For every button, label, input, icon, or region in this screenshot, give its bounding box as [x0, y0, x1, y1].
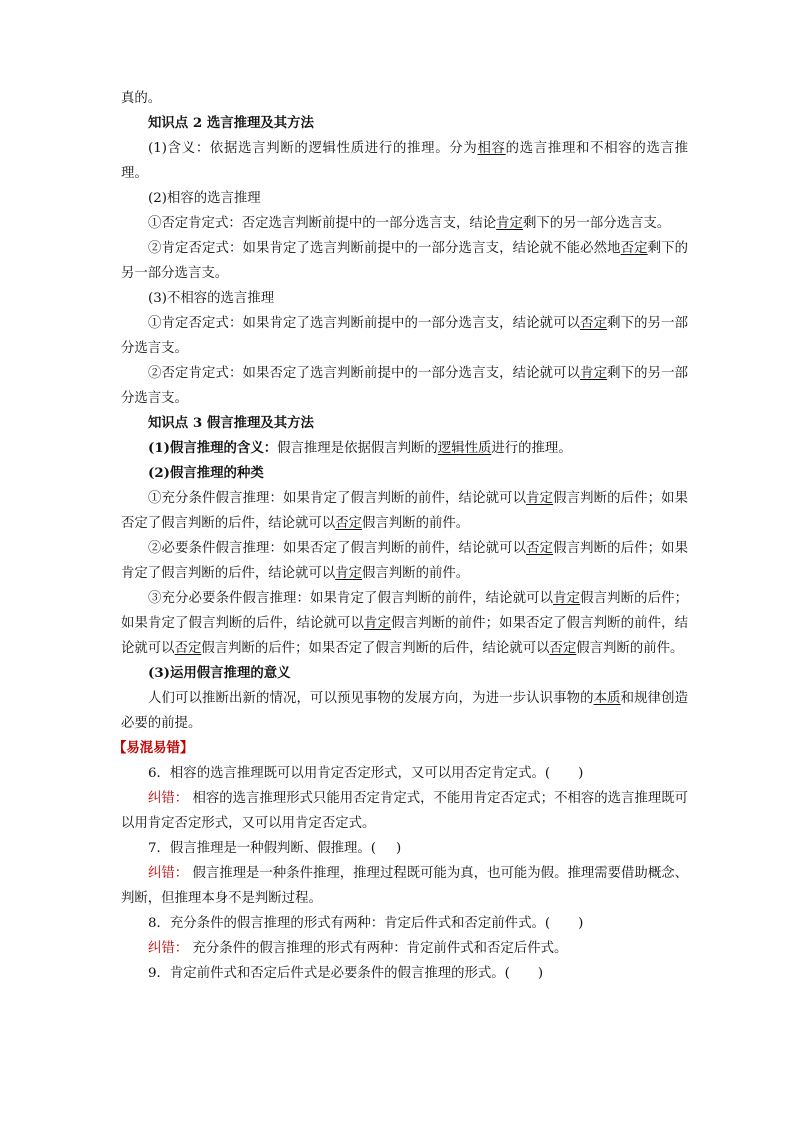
bold-label: (1)假言推理的含义： [148, 440, 278, 456]
correction-label: 纠错： [148, 866, 189, 881]
text-run: 剩下的另一部分选言支。 [121, 316, 689, 356]
paragraph-kp2-3 [121, 286, 688, 311]
text-run: ) [578, 766, 584, 781]
text-run: 9．肯定前件式和否定后件式是必要条件的假言推理的形式。( [148, 966, 510, 981]
text-run: 知识点 2 选言推理及其方法 [148, 115, 314, 131]
text-run: ②必要条件假言推理：如果否定了假言判断的前件，结论就可以 [148, 541, 527, 556]
underlined-term: 肯定 [496, 216, 523, 231]
paragraph-kp2-2 [121, 186, 688, 211]
paragraph-kp2-1 [121, 136, 688, 186]
underlined-term: 肯定 [526, 491, 554, 506]
paragraph-a7 [121, 861, 688, 911]
paragraph-sec-yhyc [113, 736, 688, 761]
text-run: 充分条件的假言推理的形式有两种：肯定前件式和否定后件式。 [188, 941, 568, 956]
text-run: (2)假言推理的种类 [148, 465, 264, 481]
text-run: (3)运用假言推理的意义 [148, 665, 291, 681]
text-run: 的选言推理和不相容的选言推理。 [121, 141, 689, 181]
paragraph-p-cont [121, 86, 688, 111]
text-run: ②否定肯定式：如果否定了选言判断前提中的一部分选言支，结论就可以 [148, 366, 581, 381]
underlined-term: 肯定 [364, 616, 392, 631]
underlined-term: 肯定 [335, 566, 363, 581]
paragraph-kp2-2a [121, 211, 688, 236]
correction-label: 纠错： [148, 941, 189, 956]
paragraph-kp3-2c [121, 586, 688, 661]
text-run: ②肯定否定式：如果肯定了选言判断前提中的一部分选言支，结论就不能必然地 [148, 241, 621, 256]
paragraph-a8 [121, 936, 688, 961]
text-run: 6．相容的选言推理既可以用肯定否定形式，又可以用否定肯定式。( [148, 766, 551, 781]
paragraph-kp3-1 [121, 436, 688, 461]
paragraph-q7 [121, 836, 688, 861]
text-run: ①充分条件假言推理：如果肯定了假言判断的前件，结论就可以 [148, 491, 527, 506]
paragraph-kp2-3b [121, 361, 688, 411]
paragraph-kp3-3 [121, 661, 688, 686]
underlined-term: 否定 [335, 516, 363, 531]
paragraph-kp3-2b [121, 536, 688, 586]
text-run: ①否定肯定式：否定选言判断前提中的一部分选言支，结论 [148, 216, 497, 231]
underlined-term: 否定 [580, 316, 608, 331]
paragraph-kp2-title [121, 111, 688, 136]
text-run: 假言判断的前件。 [362, 516, 470, 531]
text-run: 相容的选言推理形式只能用否定肯定式，不能用肯定否定式；不相容的选言推理既可以用肯定否定形式，又可以用肯定否定式。 [121, 791, 688, 831]
text-run: 假言推理是依据假言判断的 [277, 441, 438, 456]
underlined-term: 肯定 [553, 591, 581, 606]
underlined-term: 肯定 [580, 366, 608, 381]
text-run: ①肯定否定式：如果肯定了选言判断前提中的一部分选言支，结论就可以 [148, 316, 581, 331]
text-run: (3)不相容的选言推理 [148, 291, 275, 306]
text-run: 8．充分条件的假言推理的形式有两种：肯定后件式和否定前件式。( [148, 916, 551, 931]
correction-label: 纠错： [148, 791, 189, 806]
text-run: 【易混易错】 [113, 740, 194, 756]
text-run: ) [578, 916, 584, 931]
paragraph-kp2-2b [121, 236, 688, 286]
text-run: 和规律创造必要的前提。 [121, 691, 689, 731]
text-run: 知识点 3 假言推理及其方法 [148, 415, 314, 431]
text-run: 人们可以推断出新的情况，可以预见事物的发展方向，为进一步认识事物的 [148, 691, 594, 706]
paragraph-kp3-title [121, 411, 688, 436]
text-run: 假言判断的后件；如果肯定了假言判断的后件，结论就可以 [121, 541, 689, 581]
underlined-term: 否定 [174, 641, 202, 656]
text-run: 剩下的另一部分选言支。 [121, 366, 689, 406]
text-run: 假言判断的前件。 [362, 566, 470, 581]
text-run: 假言判断的后件；如果否定了假言判断的后件，结论就可以 [201, 641, 550, 656]
paragraph-q6 [121, 761, 688, 786]
paragraph-kp3-2 [121, 461, 688, 486]
paragraph-kp3-3a [121, 686, 688, 736]
paragraph-q8 [121, 911, 688, 936]
text-run: 假言判断的前件；如果否定了假言判断的前件，结论就可以 [121, 616, 689, 656]
text-run: 剩下的另一部分选言支。 [121, 241, 689, 281]
text-run: 假言推理是一种条件推理，推理过程既可能为真，也可能为假。推理需要借助概念、判断，但推理本身不是判断过程。 [121, 866, 688, 906]
text-run: 7．假言推理是一种假判断、假推理。( [148, 841, 376, 856]
text-run: ) [396, 841, 402, 856]
text-run: (1)含义：依据选言判断的逻辑性质进行的推理。分为 [148, 141, 478, 156]
underlined-term: 相容 [477, 141, 506, 156]
underlined-term: 否定 [620, 241, 648, 256]
underlined-term: 逻辑性质 [437, 441, 492, 456]
text-run: 进行的推理。 [491, 441, 572, 456]
paragraph-q9 [121, 961, 688, 986]
paragraph-kp3-2a [121, 486, 688, 536]
text-run: 剩下的另一部分选言支。 [522, 216, 671, 231]
paragraph-kp2-3a [121, 311, 688, 361]
text-run: 假言判断的前件。 [576, 641, 684, 656]
text-run: ) [537, 966, 544, 981]
paragraph-a6 [121, 786, 688, 836]
text-run: 真的。 [121, 91, 162, 106]
text-run: 假言判断的后件；如果否定了假言判断的后件，结论就可以 [121, 491, 689, 531]
text-run: (2)相容的选言推理 [148, 191, 261, 206]
underlined-term: 否定 [526, 541, 554, 556]
underlined-term: 本质 [593, 691, 621, 706]
text-run: ③充分必要条件假言推理：如果肯定了假言判断的前件，结论就可以 [148, 591, 554, 606]
underlined-term: 否定 [549, 641, 577, 656]
text-run: 假言判断的后件；如果肯定了假言判断的后件，结论就可以 [121, 591, 689, 631]
